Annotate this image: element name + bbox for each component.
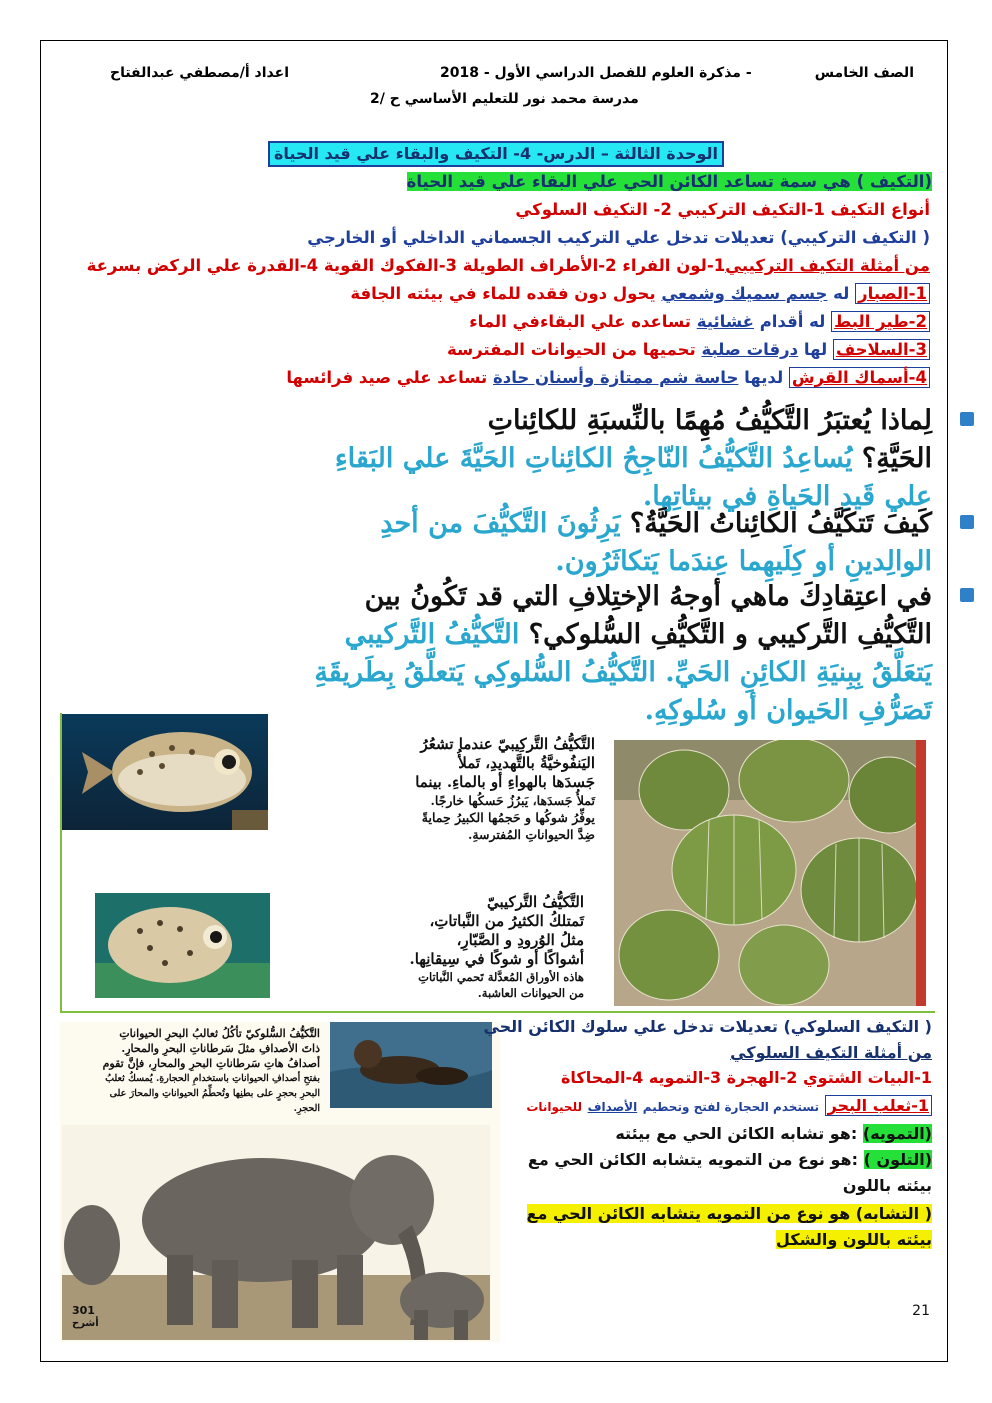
coloration-line: [528, 1150, 932, 1169]
example-cactus-lead: 1-الصبار: [855, 283, 930, 304]
bullet-icon: [960, 588, 974, 602]
pufferfish-photo: [62, 714, 268, 830]
mimicry-line-2: [776, 1230, 932, 1249]
cactus-caption-line: التَّكيُّفُ التَّركيبيّ: [486, 893, 584, 911]
example-cactus: [350, 284, 930, 303]
answer-3-line-0: التَّكيُّفُ التَّركيبي: [344, 619, 520, 650]
page-number: 21: [912, 1303, 930, 1319]
example-cactus-b: جسم سميك وشمعي: [661, 284, 828, 303]
header-grade: الصف الخامس: [814, 65, 914, 81]
pufferfish-caption-line: تَملأُ جَسدَها، يَبرُزُ حَسكُها خارجًا.: [430, 793, 595, 808]
example-duck-lead: 2-طير البط: [831, 311, 930, 332]
question-1-text: لِماذا يُعتبَرُ التَّكيُّفُ مُهِمًا بالنِّسبَةِ للكائِناتِ: [487, 405, 932, 436]
question-1: [172, 402, 932, 516]
header-title: - مذكرة العلوم للفصل الدراسي الأول - 2018: [440, 65, 752, 81]
camouflage-text: :هو تشابه الكائن الحي مع بيئته: [615, 1124, 858, 1143]
example-shark-c: تساعد علي صيد فرائسها: [286, 368, 488, 387]
coloration-term: (التلون ): [863, 1150, 932, 1169]
book-page-number: 301: [72, 1304, 95, 1317]
coloration-line-2: بيئته باللون: [842, 1176, 932, 1195]
otter-caption-line: التَّكيُّفُ السُّلوكيّ تأكُلُ ثعالبُ البحرِ الحيواناتِ: [119, 1027, 320, 1040]
example-turtle-a: لها: [803, 340, 828, 359]
header-author: اعداد أ/مصطفي عبدالفتاح: [110, 65, 289, 81]
otter-caption-line: بفتحِ أصدافِ الحيواناتِ باستخدامِ الحجارةِ. يُمسكُ ثعلبُ: [105, 1073, 320, 1084]
question-2-text: كَيفَ تَتكَيَّفُ الكائِناتُ الحَيَّةُ؟: [629, 508, 932, 539]
mimicry-line-1: [527, 1204, 932, 1223]
pufferfish-caption-line: التَّكيُّفُ التَّركِيبيّ عندما تشعُرُ: [420, 735, 595, 753]
example-shark: [286, 368, 930, 387]
elephant-photo: [62, 1125, 490, 1340]
sea-otter-photo: [330, 1022, 492, 1108]
sea-otter-a: تستخدم الحجارة لفتح وتحطيم: [642, 1100, 820, 1114]
answer-2-line-1: يَرِثُونَ التَّكيُّفَ من أحدِ: [380, 508, 621, 539]
example-turtle-c: تحميها من الحيوانات المفترسة: [446, 340, 696, 359]
cactus-caption-line: أشواكًا أو شوكًا في سِيقانِها.: [409, 950, 584, 968]
definition-text: هي سمة تساعد الكائن الحي علي البقاء علي قيد الحياة: [406, 172, 851, 191]
cactus-caption: [344, 893, 584, 1001]
book-label: أشرح: [72, 1318, 99, 1329]
example-shark-lead: 4-أسماك القرش: [789, 367, 930, 388]
behavioral-examples-list: 1-البيات الشتوي 2-الهجرة 3-التمويه 4-المحاكاة: [560, 1068, 932, 1087]
example-cactus-c: يحول دون فقده للماء في بيئته الجافة: [350, 284, 656, 303]
example-duck-b: غشائية: [696, 312, 754, 331]
pufferfish-caption: [275, 735, 595, 843]
question-1-text-2: الحَيَّةِ؟: [861, 443, 932, 474]
mimicry-text-1: ( التشابه) هو نوع من التمويه يتشابه الكائن الحي مع: [526, 1204, 932, 1223]
camouflage-term: (التمويه): [862, 1124, 932, 1143]
question-3-text-2: التَّكيُّفِ التَّركيبي و التَّكيُّفِ السُّلوكي؟: [528, 619, 932, 650]
question-3-text: في اعتِقادِكَ ماهي أوجهُ الإختِلافِ التي قد تَكُونُ بين: [364, 581, 932, 612]
camouflage-line: [615, 1124, 932, 1143]
cactus-caption-line: هاذه الأوراق المُعدَّلة تَحمي النَّباتاتِ: [418, 970, 584, 984]
example-shark-a: لديها: [744, 368, 784, 387]
example-duck-a: له أقدام: [759, 312, 826, 331]
otter-caption: [60, 1026, 320, 1116]
cactus-caption-line: من الحيوانات العاشبة.: [477, 986, 584, 1000]
pufferfish-photo-2: [95, 893, 270, 998]
answer-1-line-2: علي قَيدِ الحَياةِ في بيئاتِها.: [642, 481, 932, 512]
example-turtle: [447, 340, 930, 359]
example-shark-b: حاسة شم ممتازة وأسنان حادة: [493, 368, 739, 387]
example-duck: [469, 312, 930, 331]
pufferfish-caption-line: يوفِّرُ شوكُها و حَجمُها الكبيرُ حِمايةً: [421, 810, 595, 825]
pufferfish-caption-line: جَسدَها بالهواءِ أو بالماءِ. بينما: [415, 773, 595, 791]
question-2: [172, 505, 932, 581]
definition-term: (التكيف ): [856, 172, 932, 191]
answer-3-line-1: يَتعَلَّقُ بِبِنيَةِ الكائِنِ الحَيِّ. التَّكيُّفُ السُّلوكِي يَتعلَّقُ بِطَريقَةِ: [314, 657, 932, 688]
answer-3-line-2: تَصَرُّفِ الحَيوان أو سُلوكِهِ.: [644, 695, 932, 726]
structural-definition: ( التكيف التركيبي) تعديلات تدخل علي التركيب الجسماني الداخلي أو الخارجي: [307, 228, 930, 247]
pufferfish-caption-line: اليَنفُوخيَّةُ بالتَّهديدِ، تَملأُ: [458, 754, 595, 772]
structural-examples-prefix: من أمثلة التكيف التركيبي: [725, 256, 930, 275]
coloration-text: :هو نوع من التمويه يتشابه الكائن الحي مع: [527, 1150, 858, 1169]
lesson-title: الوحدة الثالثة – الدرس- 4- التكيف والبقاء علي قيد الحياة: [268, 141, 724, 167]
sea-otter-b: الأصداف: [587, 1100, 638, 1114]
bullet-icon: [960, 515, 974, 529]
answer-1-line-1: يُساعِدُ التَّكيُّفُ النّاجِحُ الكائِناتِ الحَيَّةَ علي البَقاءِ: [334, 443, 853, 474]
types-line: أنواع التكيف 1-التكيف التركيبي 2- التكيف السلوكي: [515, 200, 930, 219]
sea-otter-lead: 1-ثعلب البحر: [825, 1095, 932, 1116]
structural-examples-list: 1-لون الفراء 2-الأطراف الطويلة 3-الفكوك القوية 4-القدرة علي الركض بسرعة: [86, 256, 726, 275]
cactus-caption-line: تَمتلكُ الكثيرُ من النَّباتاتِ،: [429, 912, 584, 930]
sea-otter-example: [526, 1096, 932, 1115]
behavioral-examples-title: من أمثلة التكيف السلوكي: [730, 1043, 932, 1062]
sea-otter-c: للحيوانات: [526, 1100, 582, 1114]
behavioral-definition: ( التكيف السلوكي) تعديلات تدخل علي سلوك الكائن الحي: [483, 1017, 932, 1036]
cactus-caption-line: مثلُ الوُرودِ و الصَّبّارِ،: [456, 931, 584, 949]
otter-caption-line: ذاتَ الأصدافِ مثلَ سَرطاناتِ البحرِ والمحارِ.: [121, 1042, 320, 1055]
cactus-photo: [614, 740, 926, 1006]
mimicry-text-2: بيئته باللون والشكل: [776, 1230, 932, 1249]
bullet-icon: [960, 412, 974, 426]
example-turtle-b: درقات صلبة: [701, 340, 799, 359]
otter-caption-line: الحجرِ.: [293, 1103, 320, 1114]
example-cactus-a: له: [833, 284, 850, 303]
pufferfish-caption-line: ضِدَّ الحيواناتِ المُفترسةِ.: [467, 827, 595, 842]
otter-caption-line: أصدافُ هاتِ سَرطاناتِ البحرِ والمحارِ، فإنَّ تقوم: [102, 1057, 320, 1070]
otter-caption-line: البحرِ بحجرٍ على بطنِها وتُحطِّمُ الحيواناتِ والمحارَ على: [109, 1088, 320, 1099]
example-turtle-lead: 3-السلاحف: [833, 339, 930, 360]
answer-2-line-2: الوالِدينِ أو كِلَيهِما عِندَما يَتكاثَرُون.: [555, 546, 932, 577]
header-school: مدرسة محمد نور للتعليم الأساسي ح /2: [370, 91, 639, 107]
structural-examples-line: [87, 256, 930, 275]
example-duck-c: تساعده علي البقاءفي الماء: [469, 312, 691, 331]
definition-line: [407, 172, 932, 191]
question-3: [172, 578, 932, 730]
